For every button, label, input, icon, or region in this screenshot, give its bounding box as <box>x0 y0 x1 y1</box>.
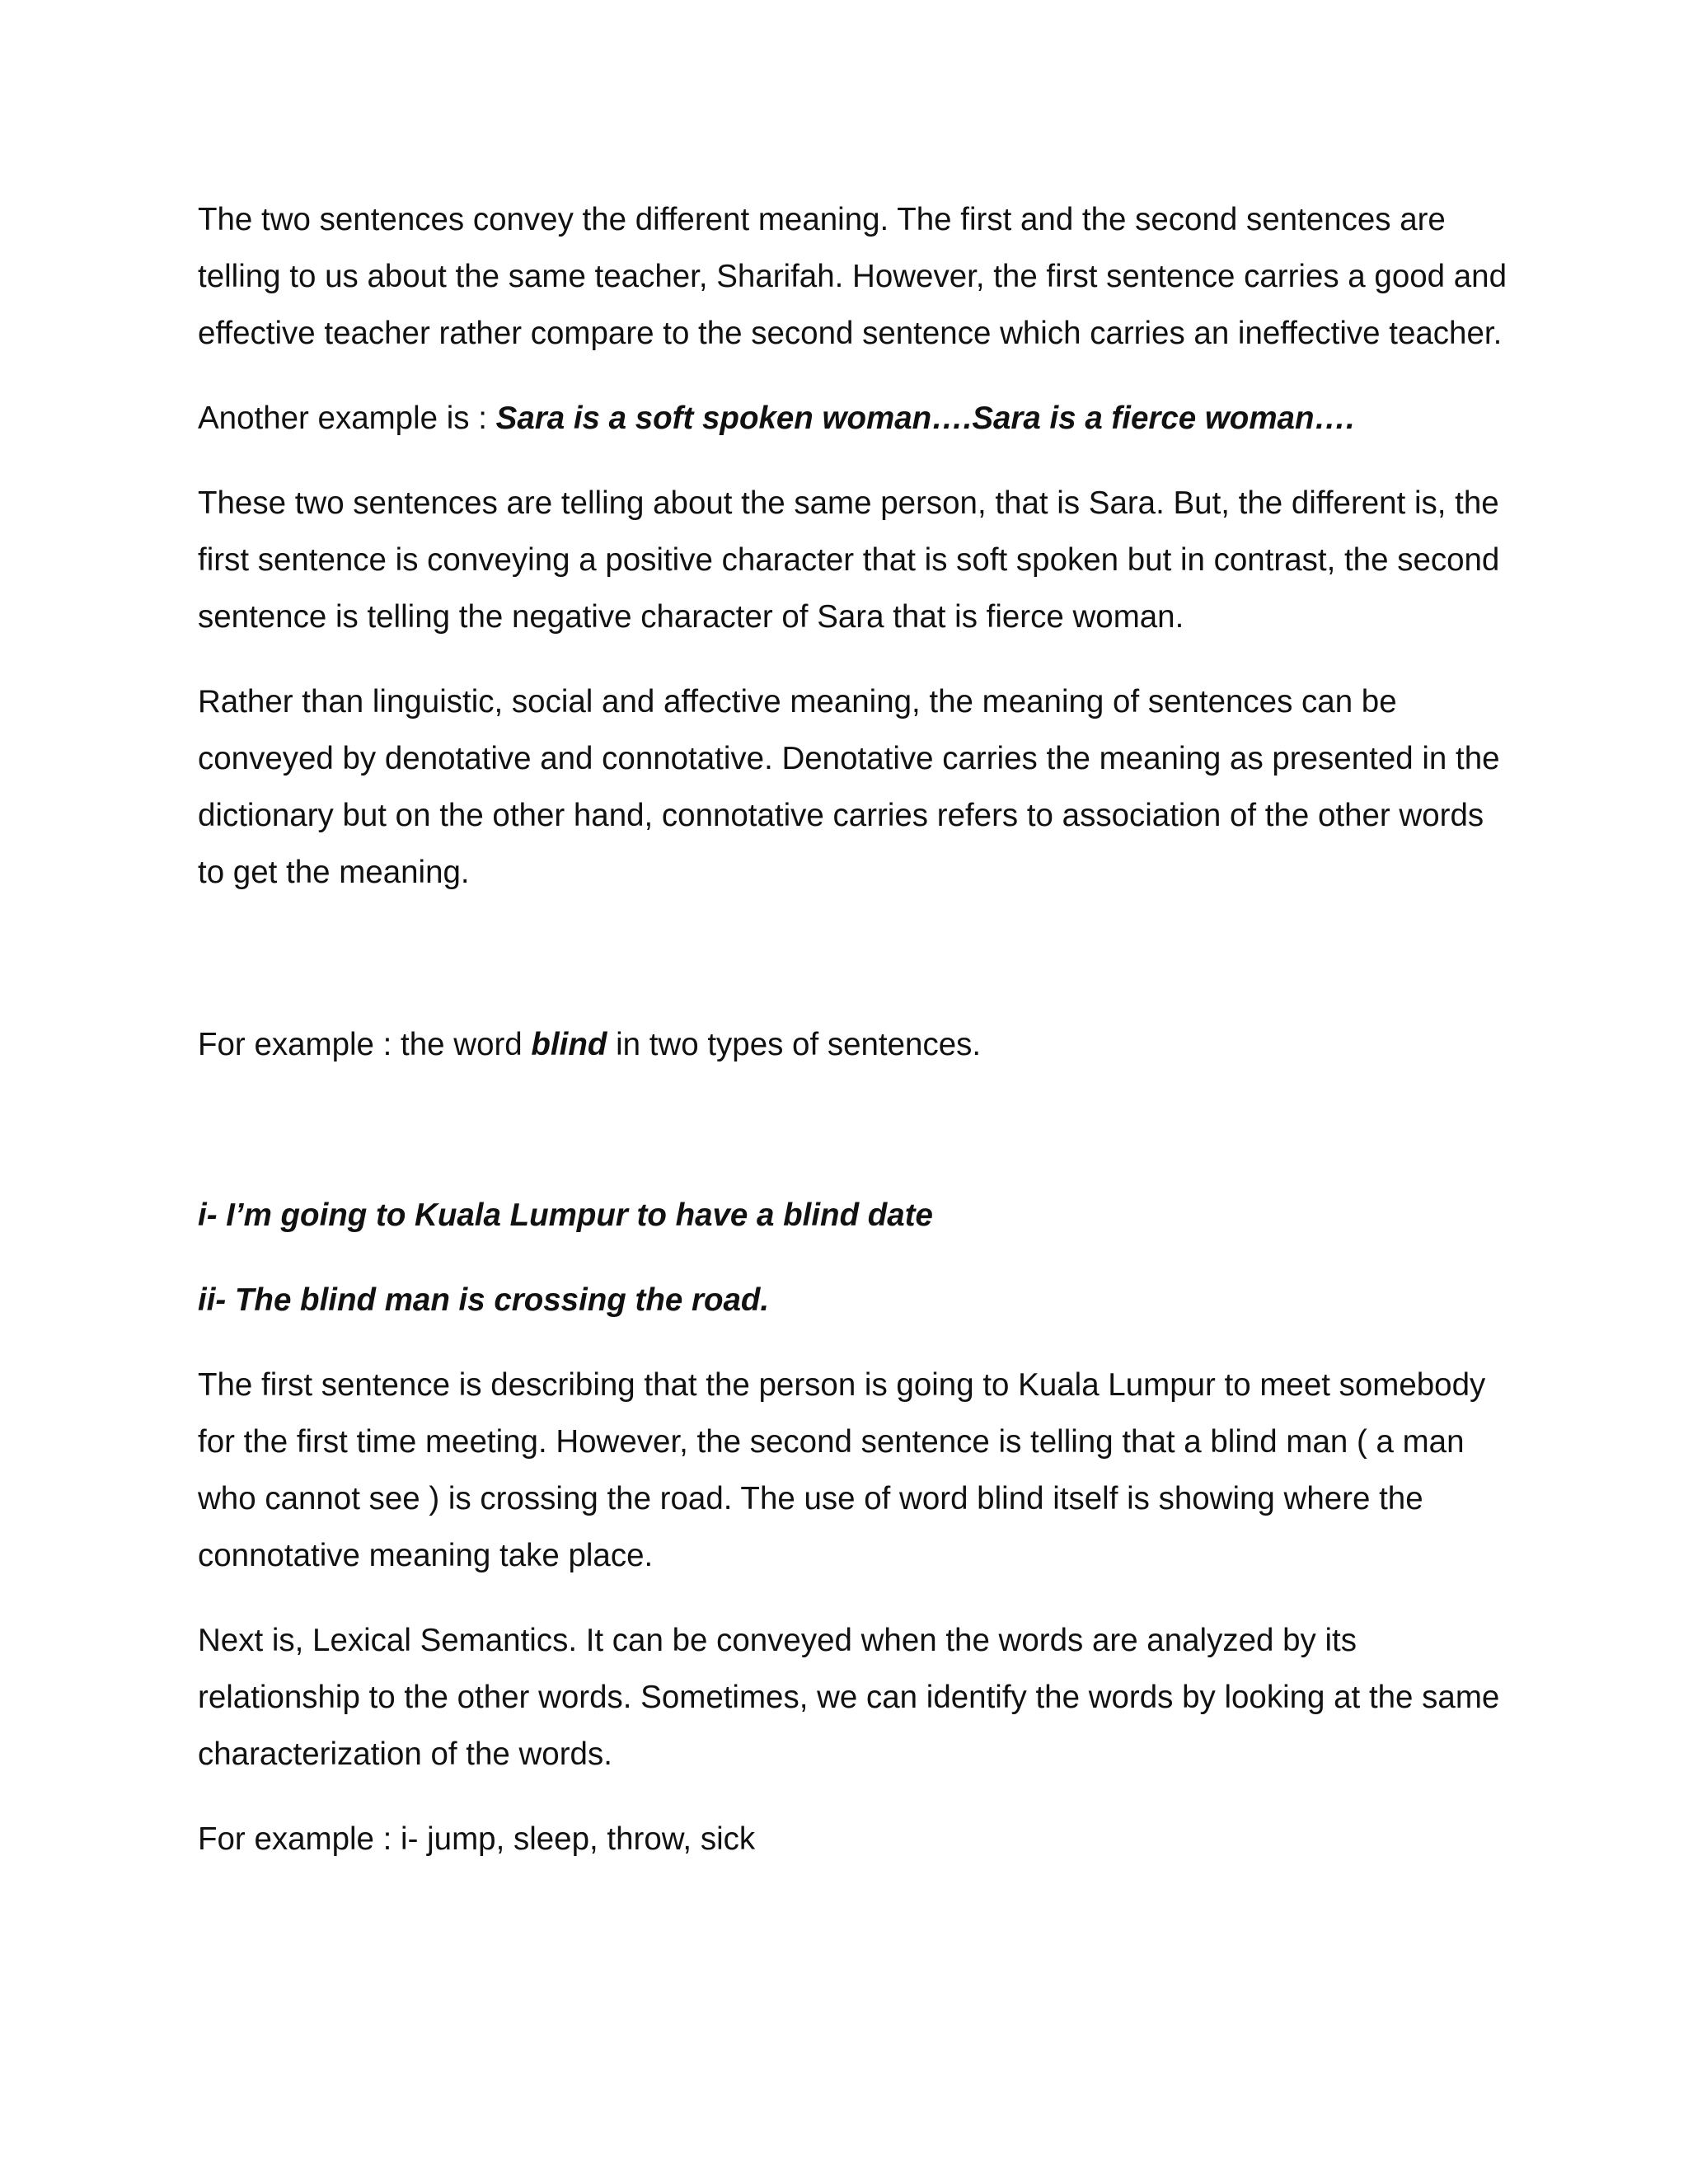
another-example-label: Another example is : <box>198 401 496 436</box>
paragraph-blind-example <box>198 1016 1517 1073</box>
example-sentence-i: i- I’m going to Kuala Lumpur to have a blind date <box>198 1197 933 1233</box>
paragraph-denotative-connotative: Rather than linguistic, social and affective meaning, the meaning of sentences can be conveyed by denotative and connotative. Denotative carries the meaning as presented in the dictionary but on the other hand, connotative carries refers to association of the other words to get the meaning. <box>198 684 1500 890</box>
blind-example-suffix: in two types of sentences. <box>607 1027 982 1062</box>
paragraph-teacher-meaning: The two sentences convey the different meaning. The first and the second sentences are telling to us about the same teacher, Sharifah. However, the first sentence carries a good and effective teacher rather compare to the second sentence which carries an ineffective teacher. <box>198 202 1507 351</box>
example-sentence-ii: ii- The blind man is crossing the road. <box>198 1282 770 1318</box>
document-page <box>198 191 1517 1896</box>
paragraph-lexical-semantics: Next is, Lexical Semantics. It can be conveyed when the words are analyzed by its relationship to the other words. Sometimes, we can identify the words by looking at the same characterization of the words. <box>198 1623 1500 1772</box>
paragraph-another-example <box>198 390 1517 447</box>
paragraph-blind-explanation: The first sentence is describing that the person is going to Kuala Lumpur to meet somebody for the first time meeting. However, the second sentence is telling that a blind man ( a man who cannot see ) is crossing the road. The use of word blind itself is showing where the connotative meaning take place. <box>198 1367 1486 1573</box>
sara-example-text: Sara is a soft spoken woman….Sara is a fierce woman…. <box>495 401 1355 436</box>
blind-example-prefix: For example : the word <box>198 1027 532 1062</box>
paragraph-sara-explanation: These two sentences are telling about the same person, that is Sara. But, the different is, the first sentence is conveying a positive character that is soft spoken but in contrast, the second sentence is telling the negative character of Sara that is fierce woman. <box>198 485 1500 635</box>
paragraph-lexical-example: For example : i- jump, sleep, throw, sick <box>198 1821 756 1857</box>
blind-word: blind <box>531 1027 607 1062</box>
